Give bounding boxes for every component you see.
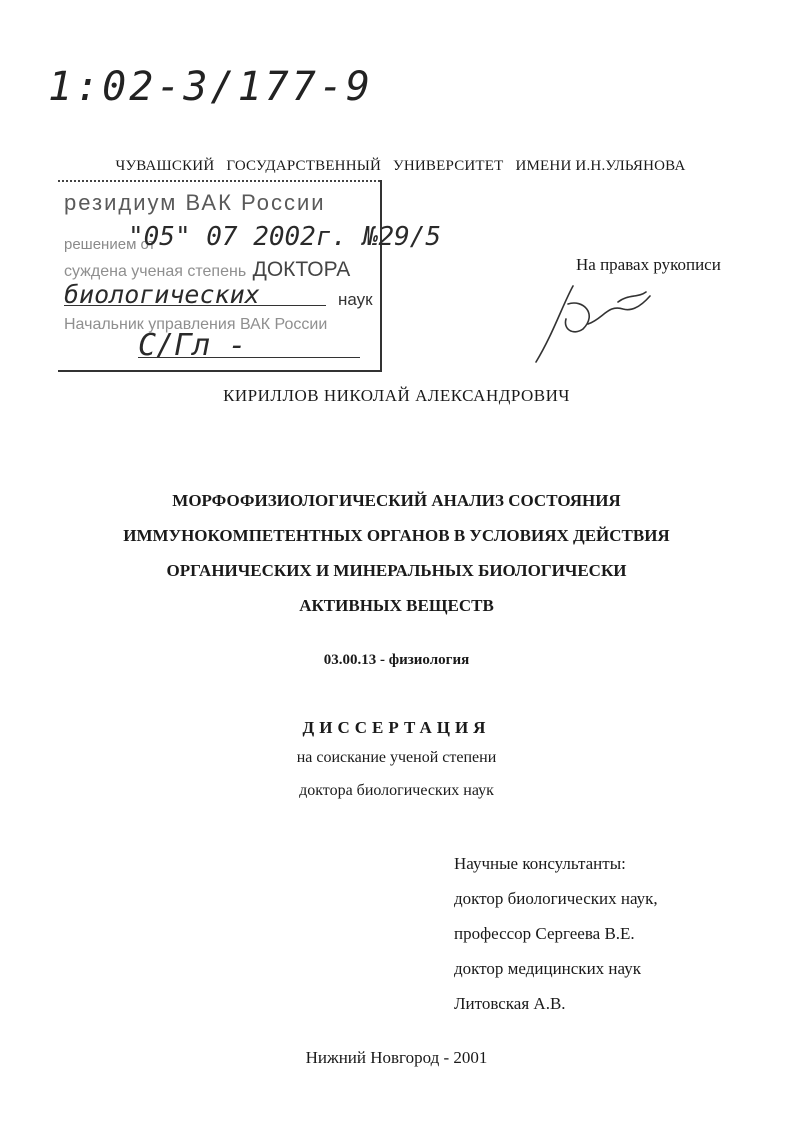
stamp-title: резидиум ВАК России [64, 190, 326, 215]
title-line: ИММУНОКОМПЕТЕНТНЫХ ОРГАНОВ В УСЛОВИЯХ ДЕЙСТВИЯ [123, 526, 670, 545]
stamp-degree-label: суждена ученая степень [64, 263, 247, 280]
specialty-code: 03.00.13 - физиология [323, 652, 470, 668]
author-signature [528, 274, 658, 366]
stamp-chair-label: Начальник управления ВАК России [64, 316, 328, 333]
stamp-decision-label: решением от [64, 236, 156, 253]
stamp-date: "05" 07 2002г. №29/5 [128, 222, 442, 252]
title-line: МОРФОФИЗИОЛОГИЧЕСКИЙ АНАЛИЗ СОСТОЯНИЯ [172, 491, 621, 510]
title-line: АКТИВНЫХ ВЕЩЕСТВ [299, 596, 494, 615]
university-word: ЧУВАШСКИЙ [115, 158, 215, 174]
stamp-degree-line [64, 258, 350, 282]
stamp-degree-value: ДОКТОРА [252, 258, 351, 281]
archive-code: 1:02-3/177-9 [48, 64, 373, 110]
university-name [0, 158, 793, 175]
consultants-line: Литовская А.В. [454, 994, 566, 1013]
university-word: ГОСУДАРСТВЕННЫЙ [226, 158, 382, 174]
stamp-underline [64, 305, 326, 306]
degree-line: доктора биологических наук [299, 782, 494, 799]
consultants-line: профессор Сергеева В.Е. [454, 924, 635, 943]
consultants-line: Научные консультанты: [454, 854, 626, 873]
scientific-consultants [454, 846, 658, 1021]
consultants-line: доктор биологических наук, [454, 889, 658, 908]
stamp-signature-line [138, 357, 360, 358]
university-word: УНИВЕРСИТЕТ [393, 158, 504, 174]
consultants-line: доктор медицинских наук [454, 959, 641, 978]
stamp-nauk: наук [338, 290, 373, 309]
dissertation-title [100, 483, 693, 623]
university-word: ИМЕНИ И.Н.УЛЬЯНОВА [515, 158, 686, 174]
city-year: Нижний Новгород - 2001 [305, 1048, 488, 1067]
author-name: КИРИЛЛОВ НИКОЛАЙ АЛЕКСАНДРОВИЧ [223, 386, 570, 405]
document-type: ДИССЕРТАЦИЯ [302, 718, 491, 737]
title-line: ОРГАНИЧЕСКИХ И МИНЕРАЛЬНЫХ БИОЛОГИЧЕСКИ [166, 561, 627, 580]
manuscript-rights: На правах рукописи [576, 255, 721, 274]
stamp-field-handwritten: биологических [64, 280, 260, 309]
degree-line: на соискание ученой степени [296, 749, 497, 766]
stamp-signature-mark: С/Гл - [138, 328, 247, 363]
